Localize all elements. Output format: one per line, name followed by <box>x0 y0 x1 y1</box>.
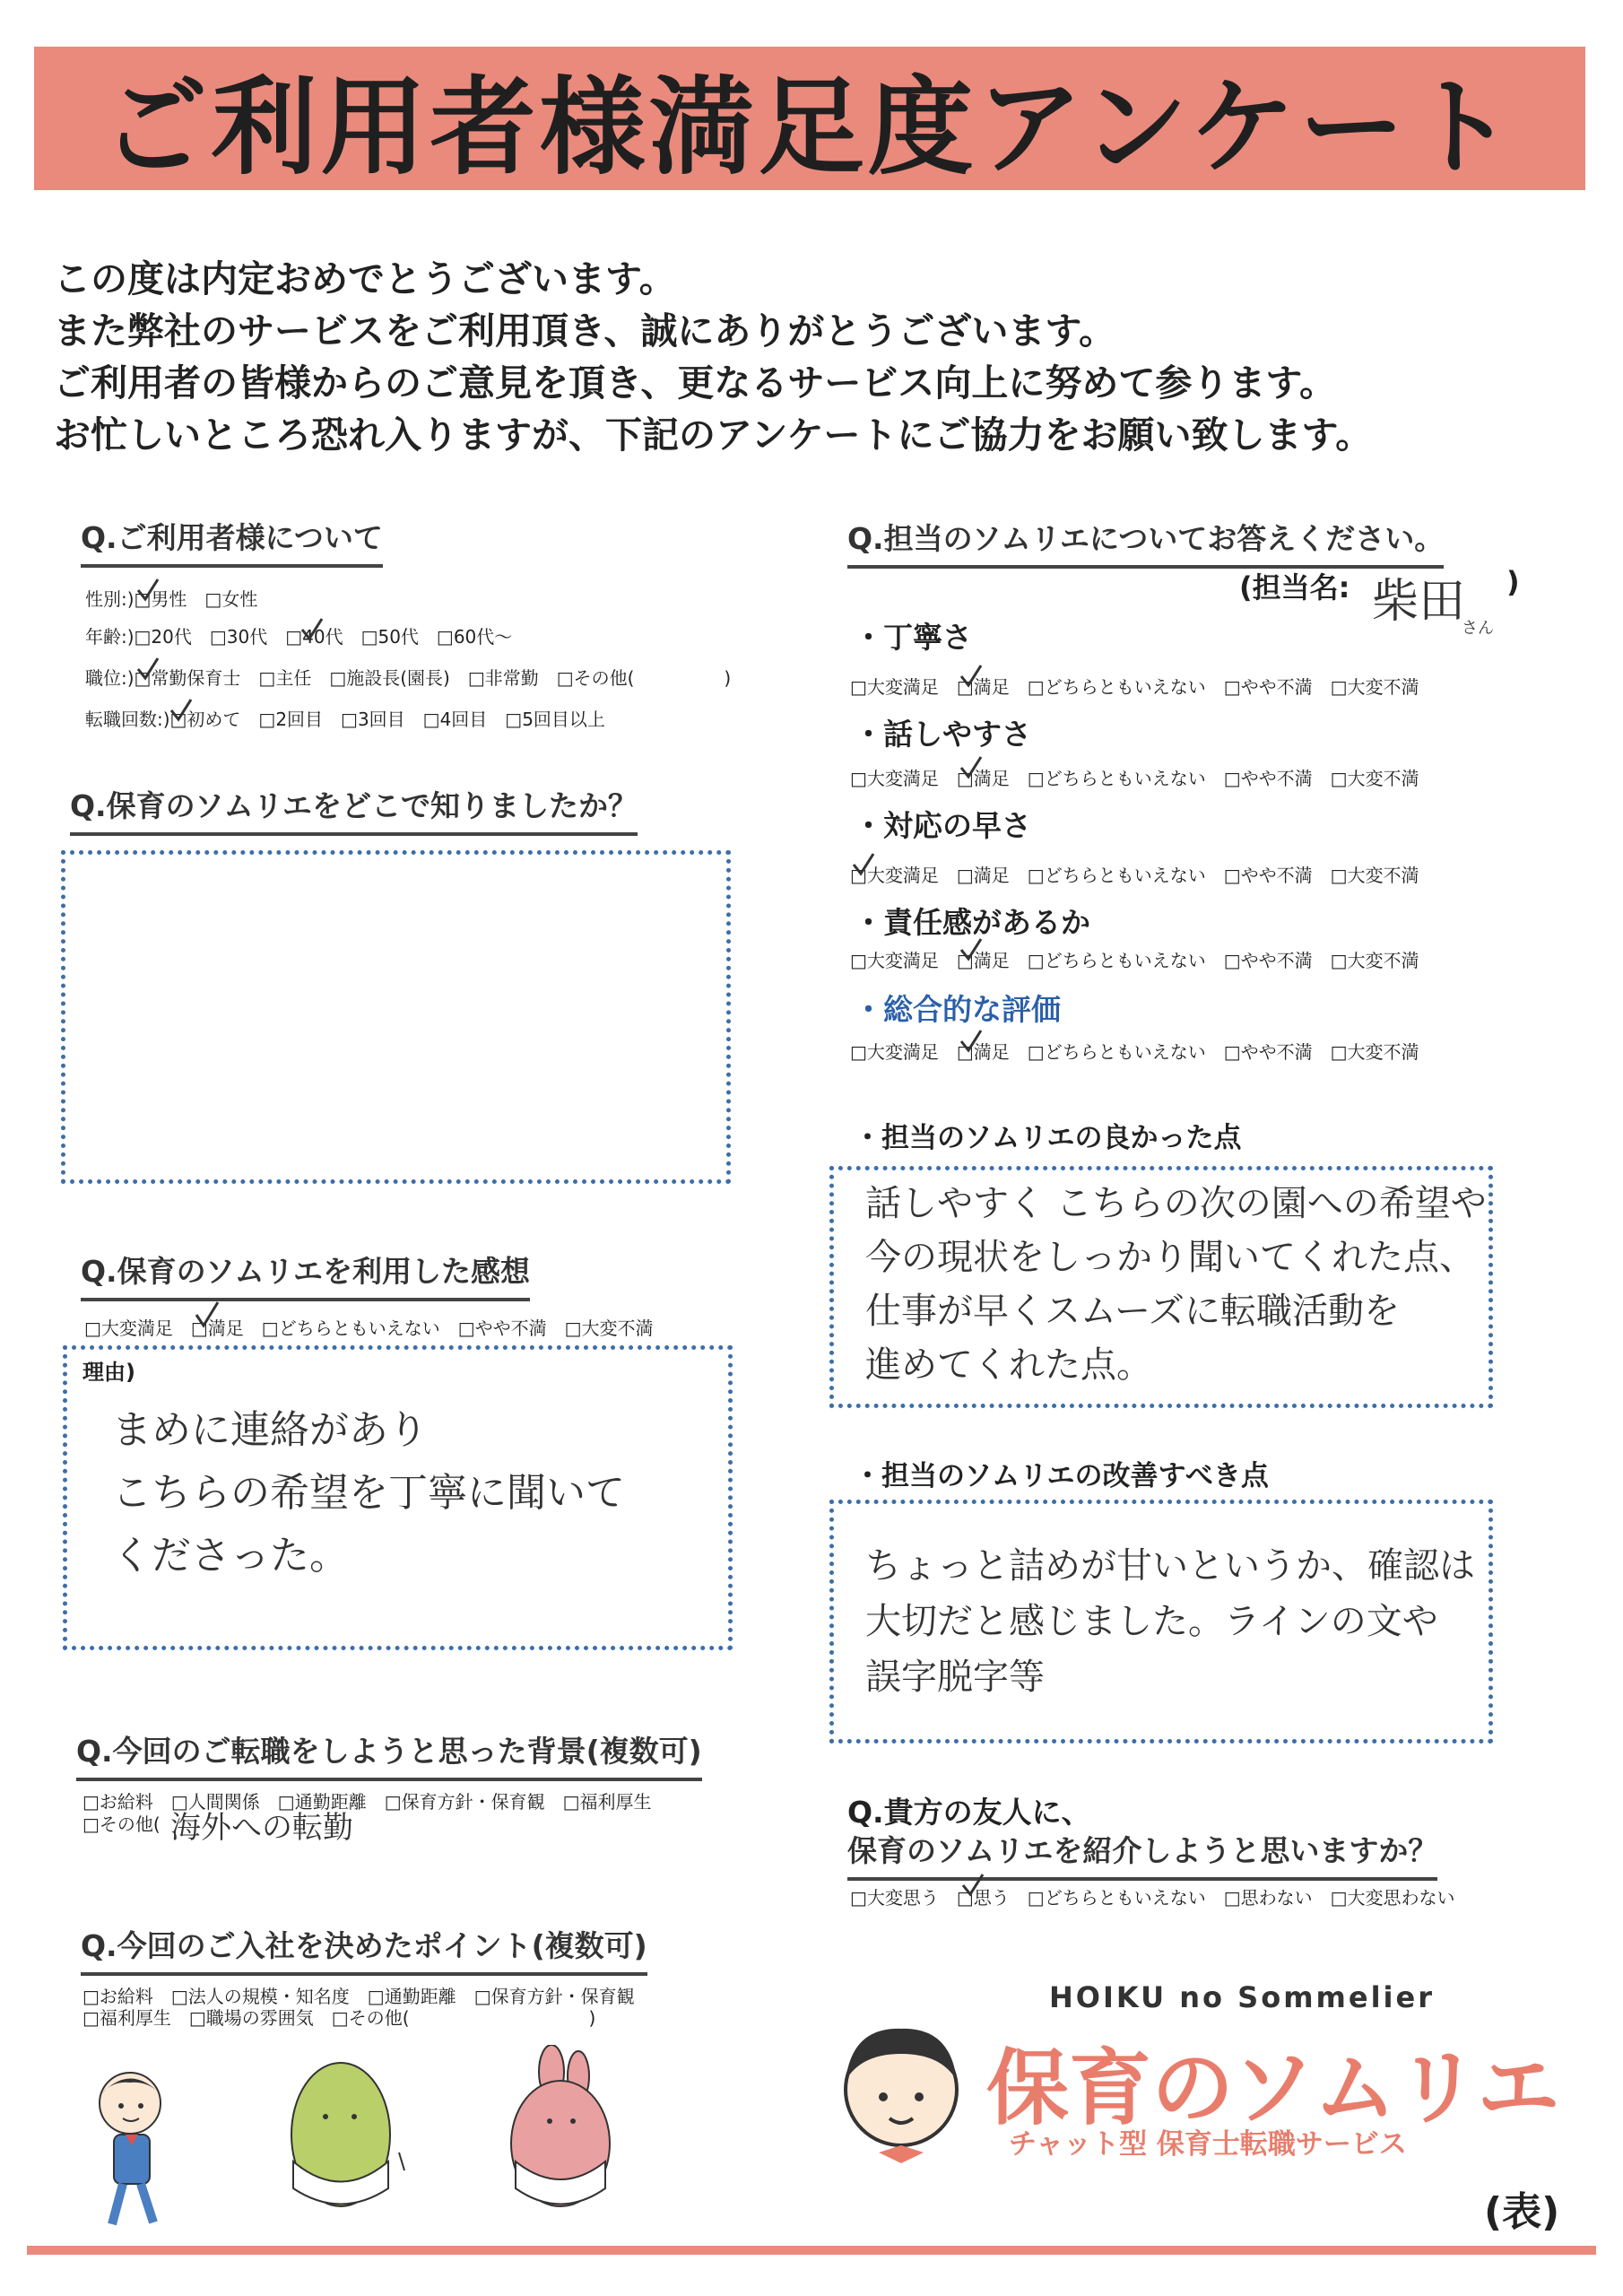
answer-line: くださった。 <box>112 1533 349 1578</box>
criterion-overall: ・総合的な評価 <box>854 992 1061 1027</box>
background-other: □その他( <box>82 1813 161 1835</box>
friend-question-heading-line2: 保育のソムリエを紹介しようと思いますか？ <box>847 1828 1437 1881</box>
footer-divider <box>27 2246 1596 2255</box>
points-options: □福利厚生 □職場の雰囲気 □その他( ) <box>82 2007 596 2029</box>
staff-name-suffix: さん <box>1462 619 1494 638</box>
answer-line: ちょっと詰めが甘いというか、確認は <box>865 1545 1475 1587</box>
intro-line: また弊社のサービスをご利用頂き、誠にありがとうございます。 <box>54 309 1116 352</box>
staff-name-label: (担当名: <box>1239 570 1350 604</box>
intro-line: お忙しいところ恐れ入りますが、下記のアンケートにご協力をお願い致します。 <box>54 413 1373 457</box>
answer-line: まめに連絡があり <box>112 1407 428 1453</box>
answer-line: 誤字脱字等 <box>865 1657 1045 1698</box>
check-mark-icon <box>958 937 985 964</box>
intro-line: この度は内定おめでとうございます。 <box>54 257 676 300</box>
friend-question-heading-line1: Q.貴方の友人に、 <box>847 1795 1091 1830</box>
speed-scale: □大変満足 □満足 □どちらともいえない □やや不満 □大変不満 <box>850 865 1419 886</box>
answer-line: こちらの希望を丁寧に聞いて <box>112 1470 625 1516</box>
approachability-scale: □大変満足 □満足 □どちらともいえない □やや不満 □大変不満 <box>850 768 1419 789</box>
source-question-heading: Q.保育のソムリエをどこで知りましたか？ <box>70 783 638 836</box>
improvement-points-heading: ・担当のソムリエの改善すべき点 <box>854 1460 1269 1492</box>
friend-options: □大変思う □思う □どちらともいえない □思わない □大変思わない <box>850 1887 1455 1909</box>
job-change-count-options: 転職回数:)□初めて □2回目 □3回目 □4回目 □5回目以上 <box>85 709 605 730</box>
page-title: ご利用者様満足度アンケート <box>101 65 1518 189</box>
improvement-points-handwritten <box>865 1538 1475 1705</box>
criterion-approachability: ・話しやすさ <box>854 717 1031 752</box>
check-mark-icon <box>850 852 877 879</box>
good-points-heading: ・担当のソムリエの良かった点 <box>854 1122 1242 1154</box>
background-options: □お給料 □人間関係 □通勤距離 □保育方針・保育観 □福利厚生 <box>82 1791 652 1813</box>
logo-main-text: 保育のソムリエ <box>986 2040 1560 2136</box>
reason-label: 理由) <box>82 1360 135 1385</box>
logo-boy-face-icon <box>825 2009 977 2170</box>
politeness-scale: □大変満足 □満足 □どちらともいえない □やや不満 □大変不満 <box>850 676 1419 698</box>
good-points-handwritten <box>865 1177 1487 1392</box>
answer-line: 今の現状をしっかり聞いてくれた点、 <box>865 1237 1475 1278</box>
bean-character-illustration <box>273 2054 417 2233</box>
check-mark-icon <box>958 755 985 782</box>
answer-line: 進めてくれた点。 <box>865 1344 1152 1386</box>
position-options: 職位:)□常勤保育士 □主任 □施設長(園長) □非常勤 □その他( ) <box>85 667 732 689</box>
intro-line: ご利用者の皆様からのご意見を頂き、更なるサービス向上に努めて参ります。 <box>54 361 1337 404</box>
rabbit-character-illustration <box>480 2045 641 2233</box>
boy-character-illustration <box>76 2063 211 2233</box>
overall-scale: □大変満足 □満足 □どちらともいえない □やや不満 □大変不満 <box>850 1041 1419 1063</box>
check-mark-icon <box>135 578 161 604</box>
criterion-responsibility: ・責任感があるか <box>854 905 1090 940</box>
gender-options: 性別:)□男性 □女性 <box>85 588 258 610</box>
impression-options: □大変満足 □満足 □どちらともいえない □やや不満 □大変不満 <box>84 1318 654 1339</box>
check-mark-icon <box>958 1029 985 1056</box>
staff-question-heading: Q.担当のソムリエについてお答えください。 <box>847 516 1444 569</box>
check-mark-icon <box>958 664 985 691</box>
criterion-speed: ・対応の早さ <box>854 808 1031 843</box>
responsibility-scale: □大変満足 □満足 □どちらともいえない □やや不満 □大変不満 <box>850 950 1419 971</box>
answer-line: 仕事が早くスムーズに転職活動を <box>865 1291 1400 1332</box>
intro-text <box>54 253 1578 461</box>
background-other-handwritten: 海外への転勤 <box>170 1810 353 1846</box>
staff-name-close: ) <box>1506 565 1520 599</box>
impression-question-heading: Q.保育のソムリエを利用した感想 <box>81 1248 530 1301</box>
points-options: □お給料 □法人の規模・知名度 □通勤距離 □保育方針・保育観 <box>82 1986 635 2007</box>
user-question-heading: Q.ご利用者様について <box>81 515 383 568</box>
page-side-label: (表) <box>1484 2189 1560 2235</box>
logo-top-text: HOIKU no Sommelier <box>1049 1980 1435 2014</box>
answer-line: 話しやすく こちらの次の園への希望や <box>865 1183 1487 1224</box>
answer-line: 大切だと感じました。ラインの文や <box>865 1601 1438 1642</box>
check-mark-icon <box>168 698 195 725</box>
logo-subtitle: チャット型 保育士転職サービス <box>1009 2128 1407 2161</box>
check-mark-icon <box>135 657 161 683</box>
impression-handwritten-answer <box>112 1399 625 1587</box>
background-question-heading: Q.今回のご転職をしようと思った背景(複数可) <box>76 1728 702 1781</box>
check-mark-icon <box>299 617 325 644</box>
criterion-politeness: ・丁寧さ <box>854 620 972 655</box>
source-answer-box <box>61 850 731 1184</box>
points-question-heading: Q.今回のご入社を決めたポイント(複数可) <box>81 1923 647 1976</box>
staff-name-handwritten: 柴田 <box>1372 575 1466 629</box>
check-mark-icon <box>959 1873 986 1900</box>
check-mark-icon <box>193 1300 221 1331</box>
age-options: 年齢:)□20代 □30代 □40代 □50代 □60代～ <box>85 626 513 648</box>
title-banner <box>34 47 1585 190</box>
